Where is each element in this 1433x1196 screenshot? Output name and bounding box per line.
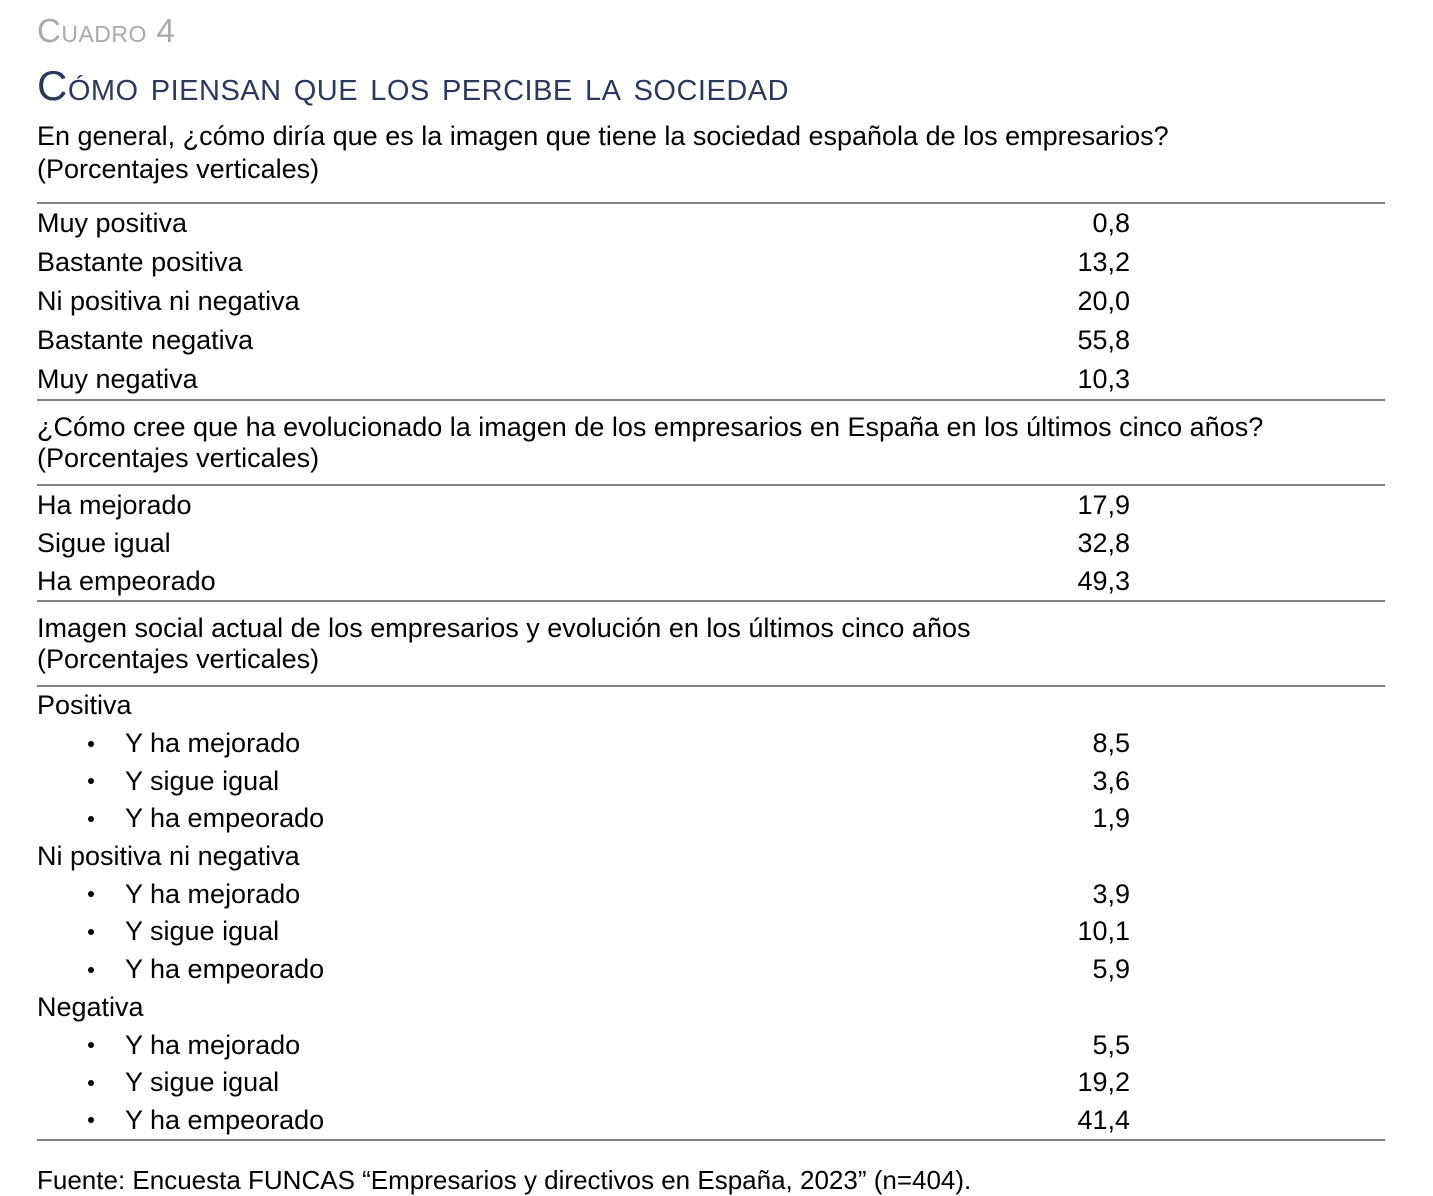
row-value: 20,0 — [1077, 286, 1130, 316]
row-label: Y ha empeorado — [125, 1104, 325, 1135]
section3-note: (Porcentajes verticales) — [37, 644, 320, 674]
table-row — [37, 875, 1385, 913]
row-label: Sigue igual — [37, 527, 171, 558]
section1-question-block — [37, 120, 1385, 202]
row-label: Y ha mejorado — [125, 1029, 301, 1060]
row-label: Muy negativa — [37, 364, 198, 394]
table-row — [37, 243, 1385, 282]
table-row — [37, 562, 1385, 600]
table-row — [37, 321, 1385, 360]
table-row — [37, 360, 1385, 399]
row-label: Ni positiva ni negativa — [37, 286, 300, 316]
bullet-icon — [88, 967, 94, 973]
section2-question-block — [37, 401, 1385, 484]
section3-question-block — [37, 602, 1385, 685]
row-value: 49,3 — [1077, 565, 1130, 596]
table-group-row — [37, 838, 1385, 876]
row-value: 5,5 — [1092, 1029, 1130, 1060]
group-label: Positiva — [37, 690, 132, 721]
bullet-icon — [88, 891, 94, 897]
row-label: Y sigue igual — [125, 1067, 280, 1098]
section1-note: (Porcentajes verticales) — [37, 154, 320, 184]
row-label: Y sigue igual — [125, 916, 280, 947]
table-row — [37, 1102, 1385, 1140]
section1-question: En general, ¿cómo diría que es la imagen que tiene la sociedad española de los empresarios? — [37, 121, 1169, 151]
bullet-icon — [88, 816, 94, 822]
row-label: Bastante positiva — [37, 247, 243, 277]
table-row — [37, 282, 1385, 321]
row-label: Y ha empeorado — [125, 954, 325, 985]
bullet-icon — [88, 778, 94, 784]
row-label: Y sigue igual — [125, 765, 280, 796]
row-label: Bastante negativa — [37, 325, 254, 355]
table-title: Cómo piensan que los percibe la sociedad — [37, 62, 790, 109]
row-value: 17,9 — [1077, 489, 1130, 520]
section2-note: (Porcentajes verticales) — [37, 443, 320, 473]
section2-question: ¿Cómo cree que ha evolucionado la imagen de los empresarios en España en los últimos cinco años? — [37, 412, 1264, 442]
row-value: 10,3 — [1077, 364, 1130, 394]
table-row — [37, 800, 1385, 838]
row-value: 19,2 — [1077, 1067, 1130, 1098]
table-number: Cuadro 4 — [37, 12, 176, 49]
row-value: 55,8 — [1077, 325, 1130, 355]
bullet-icon — [88, 741, 94, 747]
section2-rows — [37, 486, 1385, 600]
table-row — [37, 762, 1385, 800]
row-value: 13,2 — [1077, 247, 1130, 277]
table-row — [37, 1026, 1385, 1064]
row-label: Y ha mejorado — [125, 728, 301, 759]
group-label: Negativa — [37, 991, 144, 1022]
row-label: Y ha mejorado — [125, 878, 301, 909]
table-row — [37, 204, 1385, 243]
row-label: Ha mejorado — [37, 489, 192, 520]
section3-question: Imagen social actual de los empresarios y evolución en los últimos cinco años — [37, 613, 971, 643]
table-row — [37, 913, 1385, 951]
section1-rows — [37, 204, 1385, 399]
bullet-icon — [88, 1117, 94, 1123]
row-value: 8,5 — [1092, 728, 1130, 759]
table-row — [37, 486, 1385, 524]
source-note: Fuente: Encuesta FUNCAS “Empresarios y directivos en España, 2023” (n=404). — [37, 1165, 972, 1196]
table-row — [37, 951, 1385, 989]
row-label: Muy positiva — [37, 208, 188, 238]
row-value: 32,8 — [1077, 527, 1130, 558]
row-label: Y ha empeorado — [125, 803, 325, 834]
row-value: 0,8 — [1092, 208, 1130, 238]
bullet-icon — [88, 1080, 94, 1086]
row-value: 5,9 — [1092, 954, 1130, 985]
divider — [37, 1139, 1385, 1141]
row-value: 10,1 — [1077, 916, 1130, 947]
bullet-icon — [88, 929, 94, 935]
table-row — [37, 524, 1385, 562]
table-group-row — [37, 687, 1385, 725]
table-row — [37, 1064, 1385, 1102]
row-value: 1,9 — [1092, 803, 1130, 834]
table-row — [37, 725, 1385, 763]
bullet-icon — [88, 1042, 94, 1048]
group-label: Ni positiva ni negativa — [37, 841, 300, 872]
section3-rows — [37, 687, 1385, 1139]
table-group-row — [37, 989, 1385, 1027]
row-value: 41,4 — [1077, 1104, 1130, 1135]
row-value: 3,9 — [1092, 878, 1130, 909]
row-value: 3,6 — [1092, 765, 1130, 796]
row-label: Ha empeorado — [37, 565, 216, 596]
